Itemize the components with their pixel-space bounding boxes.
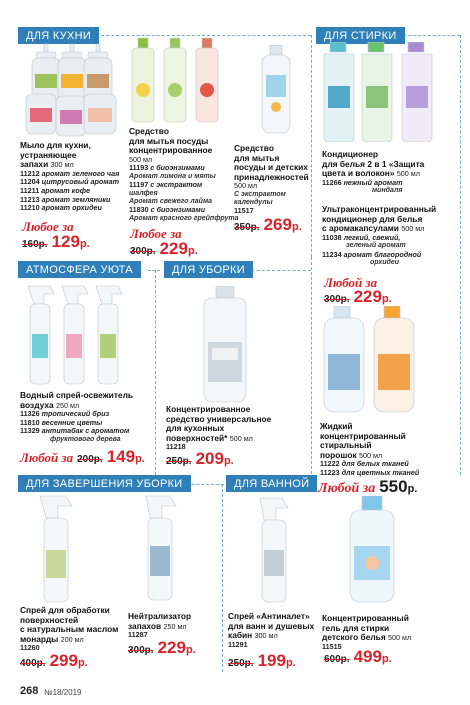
frame-mid-left [148, 270, 160, 271]
soap-variant: 11211 аромат кофе [20, 185, 91, 195]
kids-dish-bottle-image [258, 45, 294, 135]
baby-gel-bottle-image [344, 496, 400, 604]
universal-bottle-image [198, 286, 252, 404]
dish-description: Средство для мытья посуды концентрированное 500 мл 11193 с биоэнзимами Аромат лимона и мяты 11197 с экстрактом шалфея Аромат свежего лайма 11830 с биоэнзимами Аромат красного грейпфрута [129, 126, 239, 222]
universal-price: 250р. 209р. [166, 449, 234, 468]
soap-price: 160р. 129р. [22, 232, 90, 251]
antinalet-volume: 300 мл [254, 631, 278, 641]
section-badge-laundry: ДЛЯ СТИРКИ [316, 27, 405, 44]
gel-new-price: 499 [353, 647, 382, 666]
neutralizer-old-price: 300р. [128, 645, 154, 656]
dish-variant: 11197 с экстрактом [129, 180, 203, 190]
neutralizer-code: 11287 [128, 630, 148, 640]
dish-new-price: 229 [159, 239, 188, 258]
kids-dish-price: 350р. 269р. [234, 215, 302, 234]
dish-volume: 500 мл [129, 154, 153, 164]
dish-old-price: 300р. [130, 246, 156, 257]
powder-bottles-image [318, 306, 426, 414]
monarda-old-price: 400р. [20, 658, 46, 669]
antinalet-spray-image [246, 496, 302, 604]
ultra-volume: 500 мл [401, 224, 425, 234]
gel-volume: 500 мл [388, 633, 412, 643]
powder-price: Любой за 550р. [318, 477, 418, 496]
monarda-new-price: 299 [49, 651, 78, 670]
powder-volume: 500 мл [359, 450, 383, 460]
section-badge-ambience: АТМОСФЕРА УЮТА [18, 261, 141, 278]
section-badge-finishing: ДЛЯ ЗАВЕРШЕНИЯ УБОРКИ [18, 475, 191, 492]
monarda-description: Спрей для обработки поверхностей с натуральным маслом монарды 200 мл 11260 [20, 605, 119, 653]
gel-code: 11515 [322, 641, 342, 651]
section-badge-cleaning: ДЛЯ УБОРКИ [164, 261, 253, 278]
soap-any-label: Любое за [22, 219, 74, 234]
soap-old-price: 160р. [22, 239, 48, 250]
universal-old-price: 250р. [166, 456, 192, 467]
soap-variant: 11213 аромат земляники [20, 194, 111, 204]
kids-dish-description: Средство для мытья посуды и детских принадлежностей 500 мл С экстрактом календулы 11517 [234, 144, 314, 216]
monarda-code: 11260 [20, 643, 40, 653]
section-badge-bathroom: ДЛЯ ВАННОЙ [226, 475, 317, 492]
antinalet-price: 250р. 199р. [228, 651, 296, 670]
dish-bottles-image [128, 38, 228, 124]
soap-variant: 11210 аромат орхидеи [20, 203, 102, 213]
frame-divider-mid [155, 270, 156, 480]
universal-code: 11218 [166, 442, 186, 452]
dish-variant: 11830 с биоэнзимами [129, 205, 206, 215]
ultra-new-price: 229 [353, 287, 382, 306]
powder-description: Жидкий концентрированный стиральный порошок 500 мл 11222 для белых тканей 11223 для цветных тканей [320, 421, 420, 477]
conditioner-description: Кондиционер для белья 2 в 1 «Защита цвета и волокон» 500 мл 11266 нежный аромат миндаля [322, 149, 425, 195]
spray-bottles-image [22, 282, 126, 386]
soap-variant: 11204 цитрусовый аромат [20, 177, 119, 187]
universal-new-price: 209 [195, 449, 224, 468]
gel-old-price: 600р. [324, 654, 350, 665]
spray-old-price: 200р. [77, 454, 103, 465]
universal-description: Концентрированное средство универсальное для кухонных поверхностей* 500 мл 11218 [166, 404, 272, 452]
powder-new-price: 550 [379, 477, 408, 496]
antinalet-code: 11291 [228, 639, 248, 649]
soap-volume: 300 мл [50, 160, 74, 170]
kids-dish-volume: 500 мл [234, 181, 258, 191]
kids-dish-old-price: 350р. [234, 222, 260, 233]
soap-new-price: 129 [51, 232, 80, 251]
ultra-description: Ультраконцентрированный кондиционер для белья с аромакапсулами 500 мл 11038 легкий, свежий, зеленый аромат 11234 аромат благородной орхидеи [322, 204, 437, 267]
section-badge-kitchen: ДЛЯ КУХНИ [18, 27, 99, 44]
antinalet-description: Спрей «Антиналет» для ванн и душевых кабин 300 мл 11291 [228, 611, 315, 649]
ultra-any-label: Любой за [324, 275, 378, 290]
conditioner-code: 11266 [322, 177, 342, 187]
neutralizer-new-price: 229 [157, 638, 186, 657]
spray-new-price: 149 [106, 447, 136, 466]
ultra-old-price: 300р. [324, 294, 350, 305]
dish-variant: 11193 с биоэнзимами [129, 163, 205, 173]
soap-variant: 11212 аромат зеленого чая [20, 168, 120, 178]
spray-description: Водный спрей-освежитель воздуха 250 мл 11326 тропический бриз 11810 весенние цветы 11329 антитабак с ароматом фруктового дерева [20, 390, 134, 443]
soap-title-line2: устраняющее [20, 149, 77, 160]
kids-dish-new-price: 269 [263, 215, 292, 234]
soap-description [20, 141, 130, 213]
conditioner-bottles-image [320, 42, 452, 142]
soap-title-line3: запахи [20, 159, 49, 170]
monarda-price: 400р. 299р. [20, 651, 88, 670]
ultra-price: 300р. 229р. [324, 287, 392, 306]
neutralizer-price: 300р. 229р. [128, 638, 196, 657]
antinalet-new-price: 199 [257, 651, 286, 670]
monarda-spray-image [30, 494, 86, 604]
universal-volume: 500 мл [229, 433, 253, 443]
conditioner-volume: 500 мл [396, 169, 420, 179]
issue-number: №18/2019 [44, 688, 82, 697]
soap-bottles-image [22, 40, 122, 138]
gel-price: 600р. 499р. [324, 647, 392, 666]
dish-any-label: Любое за [130, 226, 182, 241]
gel-description: Концентрированный гель для стирки детского белья 500 мл 11515 [322, 613, 412, 651]
kids-dish-code: 11517 [234, 206, 254, 216]
spray-price: Любой за 200р. 149р. [20, 447, 145, 466]
monarda-volume: 200 мл [60, 634, 84, 644]
neutralizer-volume: 250 мл [163, 621, 187, 631]
frame-top-left [86, 35, 311, 36]
frame-divider-mid2 [311, 257, 312, 479]
dish-price: 300р. 229р. [130, 239, 198, 258]
antinalet-old-price: 250р. [228, 658, 254, 669]
neutralizer-spray-image [134, 494, 190, 602]
frame-divider-low [222, 484, 223, 672]
page-number: 268 [20, 685, 39, 697]
neutralizer-description: Нейтрализатор запахов 250 мл 11287 [128, 611, 192, 640]
soap-title-line1: Мыло для кухни, [20, 140, 91, 150]
spray-volume: 250 мл [56, 400, 80, 410]
